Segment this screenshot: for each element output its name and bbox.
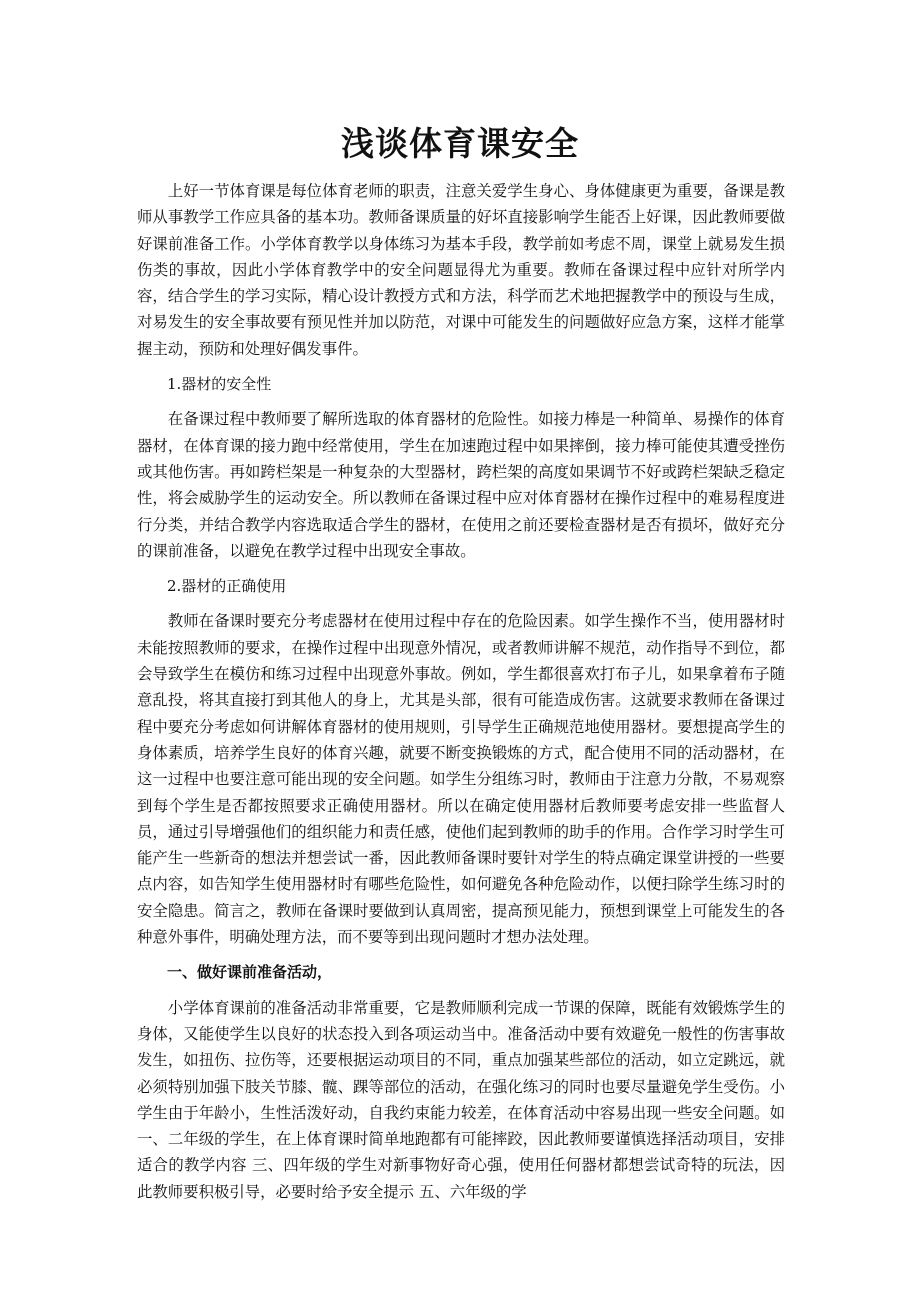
paragraph-equipment-safety: 在备课过程中教师要了解所选取的体育器材的危险性。如接力棒是一种简单、易操作的体育器材，在体育课的接力跑中经常使用，学生在加速跑过程中如果摔倒，接力棒可能使其遭受挫伤或其他伤害。再如跨栏架是一种复杂的大型器材，跨栏架的高度如果调节不好或跨栏架缺乏稳定性，将会威胁学生的运动安全。所以教师在备课过程中应对体育器材在操作过程中的难易程度进行分类，并结合教学内容选取适合学生的器材，在使用之前还要检查器材是否有损坏，做好充分的课前准备，以避免在教学过程中出现安全事故。 — [137, 410, 785, 560]
subheading-equipment-safety: 1.器材的安全性 — [167, 375, 272, 394]
paragraph-intro: 上好一节体育课是每位体育老师的职责，注意关爱学生身心、身体健康更为重要，备课是教师从事教学工作应具备的基本功。教师备课质量的好坏直接影响学生能否上好课，因此教师要做好课前准备工作。小学体育教学以身体练习为基本手段，教学前如考虑不周，课堂上就易发生损伤类的事故，因此小学体育教学中的安全问题显得尤为重要。教师在备课过程中应针对所学内容，结合学生的学习实际，精心设计教授方式和方法，科学而艺术地把握教学中的预设与生成，对易发生的安全事故要有预见性并加以防范，对课中可能发生的问题做好应急方案，这样才能掌握主动，预防和处理好偶发事件。 — [137, 182, 785, 358]
document-title: 浅谈体育课安全 — [341, 124, 579, 163]
document-body — [137, 178, 785, 1214]
paragraph-warmup: 小学体育课前的准备活动非常重要，它是教师顺利完成一节课的保障，既能有效锻炼学生的身体，又能使学生以良好的状态投入到各项运动当中。准备活动中要有效避免一般性的伤害事故发生，如扭伤、拉伤等，还要根据运动项目的不同，重点加强某些部位的活动，如立定跳远，就必须特别加强下肢关节膝、髋、踝等部位的活动，在强化练习的同时也要尽量避免学生受伤。小学生由于年龄小，生性活泼好动，自我约束能力较差，在体育活动中容易出现一些安全问题。如一、二年级的学生，在上体育课时简单地跑都有可能摔跤，因此教师要谨慎选择活动项目，安排适合的教学内容 三、四年级的学生对新事物好奇心强，使用任何器材都想尝试奇特的玩法，因此教师要积极引导，必要时给予安全提示 五、六年级的学 — [137, 998, 785, 1201]
subheading-equipment-correct-use: 2.器材的正确使用 — [167, 577, 287, 596]
section-heading-warmup: 一、做好课前准备活动， — [167, 963, 333, 982]
paragraph-equipment-correct-use: 教师在备课时要充分考虑器材在使用过程中存在的危险因素。如学生操作不当，使用器材时未能按照教师的要求，在操作过程中出现意外情况，或者教师讲解不规范，动作指导不到位，都会导致学生在模仿和练习过程中出现意外事故。例如，学生都很喜欢打布子儿，如果拿着布子随意乱投，将其直接打到其他人的身上，尤其是头部，很有可能造成伤害。这就要求教师在备课过程中要充分考虑如何讲解体育器材的使用规则，引导学生正确规范地使用器材。要想提高学生的身体素质，培养学生良好的体育兴趣，就要不断变换锻炼的方式，配合使用不同的活动器材，在这一过程中也要注意可能出现的安全问题。如学生分组练习时，教师由于注意力分散，不易观察到每个学生是否都按照要求正确使用器材。所以在确定使用器材后教师要考虑安排一些监督人员，通过引导增强他们的组织能力和责任感，使他们起到教师的助手的作用。合作学习时学生可能产生一些新奇的想法并想尝试一番，因此教师备课时要针对学生的特点确定课堂讲授的一些要点内容，如告知学生使用器材时有哪些危险性，如何避免各种危险动作，以便扫除学生练习时的安全隐患。简言之，教师在备课时要做到认真周密，提高预见能力，预想到课堂上可能发生的各种意外事件，明确处理方法，而不要等到出现问题时才想办法处理。 — [137, 612, 785, 947]
